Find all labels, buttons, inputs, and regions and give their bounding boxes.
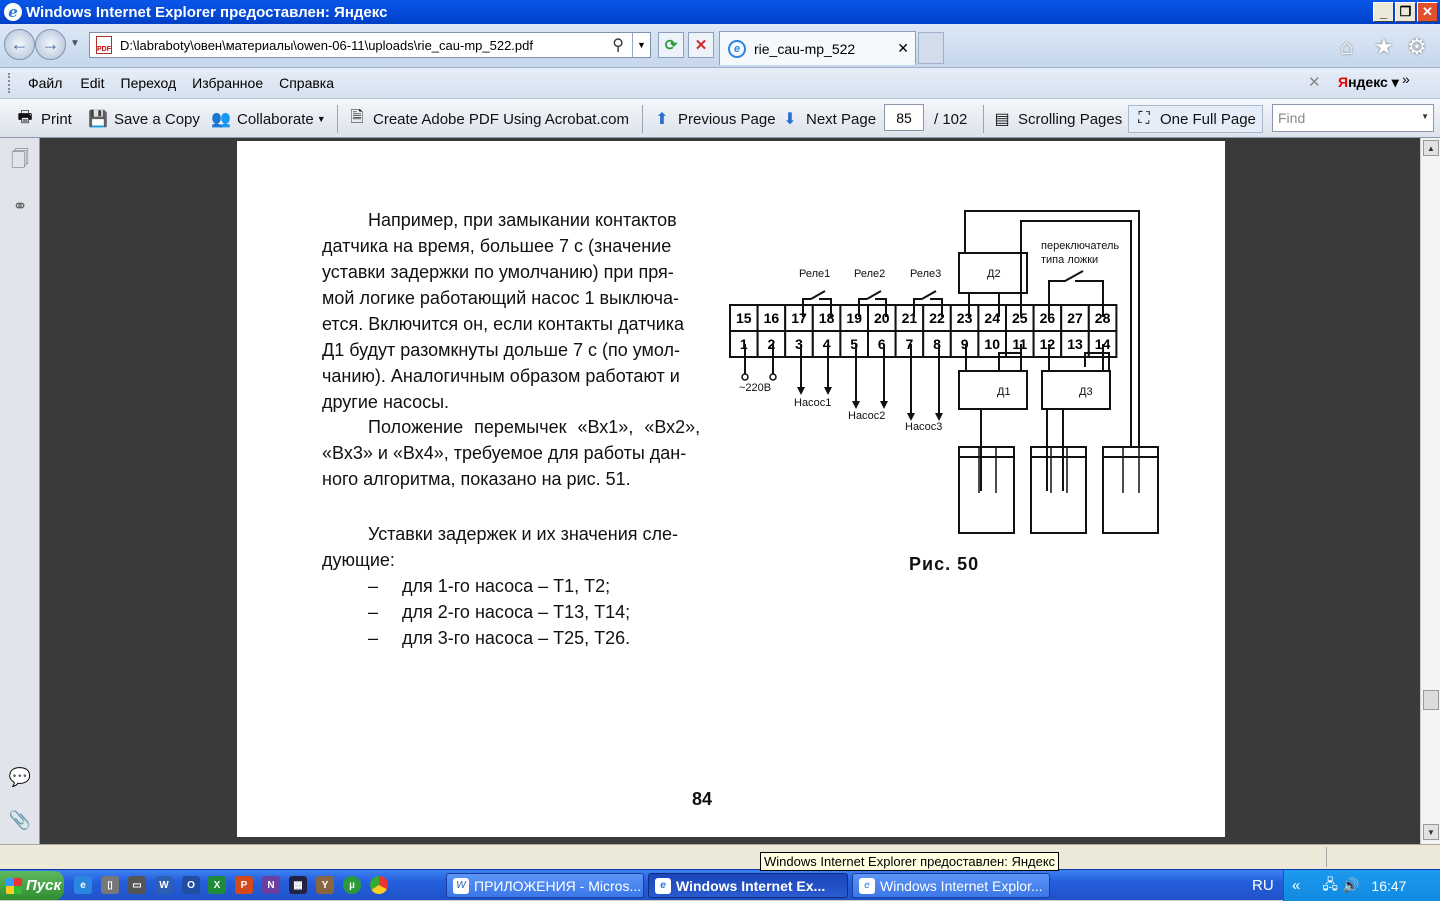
toolbar-separator bbox=[983, 105, 984, 133]
terminal-number: 24 bbox=[984, 310, 1000, 326]
back-button[interactable]: ← bbox=[4, 29, 35, 60]
menu-file[interactable]: Файл bbox=[28, 75, 63, 91]
tab-label: rie_cau-mp_522 bbox=[754, 40, 856, 57]
scrolling-label: Scrolling Pages bbox=[1018, 110, 1123, 128]
terminal-number: 7 bbox=[905, 336, 914, 352]
paragraph-line: Д1 будут разомкнуты дольше 7 с (по умол- bbox=[322, 340, 681, 360]
task-label: Windows Internet Ex... bbox=[676, 877, 826, 894]
paragraph-line: Уставки задержек и их значения сле- bbox=[368, 524, 679, 544]
terminal-number: 13 bbox=[1067, 336, 1083, 352]
tab-close-icon[interactable]: ✕ bbox=[897, 40, 909, 56]
pages-panel-icon[interactable]: 🗍 bbox=[11, 149, 29, 169]
tank-3 bbox=[1103, 447, 1158, 533]
one-full-page-button[interactable] bbox=[1128, 105, 1263, 133]
ie-logo-icon: e bbox=[4, 3, 22, 21]
paragraph-line: другие насосы. bbox=[322, 392, 450, 412]
pump2-label: Насос2 bbox=[848, 410, 886, 422]
paragraph-line: дующие: bbox=[322, 550, 395, 570]
full-page-icon: ⛶ bbox=[1138, 110, 1150, 127]
paragraph-line: уставки задержки по умолчанию) при пря- bbox=[322, 262, 674, 282]
paragraph-line: чанию). Аналогичным образом работают и bbox=[322, 366, 680, 386]
menu-go[interactable]: Переход bbox=[120, 75, 177, 91]
paragraph-line: Положение перемычек «Вх1», «Вх2», bbox=[368, 417, 701, 437]
status-bar bbox=[0, 844, 1440, 869]
terminal-number: 27 bbox=[1067, 310, 1083, 326]
pdf-toolbar bbox=[0, 98, 1440, 138]
bullet-item: для 2-го насоса – Т13, Т14; bbox=[402, 602, 631, 622]
comments-icon[interactable]: 💬 bbox=[8, 766, 32, 787]
ie-icon: e bbox=[859, 878, 875, 894]
bullet-dash: – bbox=[368, 628, 379, 648]
bullet-item: для 3-го насоса – Т25, Т26. bbox=[402, 628, 631, 648]
find-placeholder: Find bbox=[1278, 110, 1306, 126]
terminal-row-top bbox=[730, 305, 1116, 331]
task-ie[interactable] bbox=[852, 873, 1050, 898]
tools-gear-icon[interactable]: ⚙ bbox=[1407, 34, 1427, 59]
save-copy-button[interactable] bbox=[87, 105, 200, 133]
next-page-label: Next Page bbox=[806, 110, 877, 128]
scroll-thumb[interactable] bbox=[1423, 690, 1439, 710]
terminal-number: 16 bbox=[763, 310, 780, 326]
terminal-number: 26 bbox=[1039, 310, 1056, 326]
figure-caption: Рис. 50 bbox=[909, 554, 980, 574]
taskbar bbox=[0, 869, 1440, 900]
navigation-panel bbox=[0, 138, 40, 844]
search-icon[interactable]: ⚲ bbox=[612, 37, 624, 54]
terminal-number: 28 bbox=[1094, 310, 1111, 326]
page-total: / 102 bbox=[934, 110, 968, 128]
quicklaunch-onenote-icon[interactable]: N bbox=[262, 876, 280, 894]
terminal-number: 12 bbox=[1039, 336, 1056, 352]
page-number: 84 bbox=[692, 789, 713, 809]
start-label: Пуск bbox=[26, 877, 62, 894]
tray-expand[interactable]: « bbox=[1292, 877, 1301, 894]
find-dropdown-icon[interactable]: ▼ bbox=[1421, 112, 1429, 121]
quicklaunch-show-desktop-icon[interactable]: ▯ bbox=[101, 876, 119, 894]
vertical-scrollbar[interactable] bbox=[1420, 138, 1440, 844]
relay3-label: Реле3 bbox=[910, 268, 942, 280]
toolbar-separator bbox=[337, 105, 338, 133]
sensor-d3-box bbox=[1042, 371, 1110, 409]
sensor-d3-label: Д3 bbox=[1079, 386, 1093, 398]
collaborate-label: Collaborate bbox=[237, 110, 314, 128]
down-arrow-icon: ⬇ bbox=[783, 111, 797, 128]
power-label: ~220В bbox=[739, 382, 772, 394]
quicklaunch-tool-icon[interactable]: Y bbox=[316, 876, 334, 894]
paragraph-line: ного алгоритма, показано на рис. 51. bbox=[322, 469, 631, 489]
create-pdf-button[interactable] bbox=[346, 105, 629, 133]
forward-button[interactable]: → bbox=[35, 29, 66, 60]
window-title: Windows Internet Explorer предоставлен: Яндекс bbox=[26, 3, 388, 21]
find-input[interactable] bbox=[1272, 104, 1434, 132]
floppy-icon: 💾 bbox=[88, 111, 108, 128]
page-number-input[interactable]: 85 bbox=[884, 104, 924, 131]
bullet-item: для 1-го насоса – Т1, Т2; bbox=[402, 576, 611, 596]
terminal-number: 11 bbox=[1012, 336, 1028, 352]
pdf-page bbox=[237, 141, 1225, 837]
network-icon[interactable]: 🖧 bbox=[1322, 875, 1338, 892]
scrolling-pages-icon: ▤ bbox=[994, 111, 1010, 128]
clock: 16:47 bbox=[1371, 877, 1407, 894]
save-copy-label: Save a Copy bbox=[114, 110, 200, 128]
terminal-number: 20 bbox=[874, 310, 890, 326]
terminal-number: 23 bbox=[956, 310, 973, 326]
address-row bbox=[0, 24, 1440, 68]
ie-tab-icon: e bbox=[728, 40, 746, 58]
scrolling-pages-button[interactable] bbox=[991, 105, 1122, 133]
switch-label-1: переключатель bbox=[1041, 240, 1120, 252]
toolbar-separator bbox=[642, 105, 643, 133]
history-dropdown-icon[interactable]: ▼ bbox=[70, 38, 80, 49]
task-ie-active[interactable] bbox=[648, 873, 848, 898]
quicklaunch-explorer-icon[interactable]: ▭ bbox=[128, 876, 146, 894]
paragraph-line: Например, при замыкании контактов bbox=[368, 210, 677, 230]
stop-button[interactable]: ✕ bbox=[688, 32, 714, 58]
menu-bar bbox=[0, 68, 1440, 98]
quicklaunch-chrome-icon[interactable] bbox=[370, 876, 388, 894]
quicklaunch-excel-icon[interactable]: X bbox=[208, 876, 226, 894]
document-viewport bbox=[40, 138, 1420, 844]
sensor-d2-label: Д2 bbox=[987, 268, 1001, 280]
quicklaunch-app-icon[interactable]: ▦ bbox=[289, 876, 307, 894]
favorites-star-icon[interactable]: ★ bbox=[1374, 34, 1394, 59]
terminal-number: 4 bbox=[822, 336, 831, 352]
bullet-dash: – bbox=[368, 602, 379, 622]
quicklaunch-utorrent-icon[interactable]: µ bbox=[343, 876, 361, 894]
terminal-number: 9 bbox=[960, 336, 969, 352]
quicklaunch-ie-icon[interactable]: e bbox=[74, 876, 92, 894]
previous-page-button[interactable] bbox=[651, 105, 776, 133]
full-page-label: One Full Page bbox=[1160, 110, 1256, 128]
terminal-number: 6 bbox=[877, 336, 886, 352]
home-icon[interactable]: ⌂ bbox=[1340, 34, 1354, 59]
terminal-number: 3 bbox=[795, 336, 803, 352]
language-indicator[interactable]: RU bbox=[1252, 877, 1274, 894]
restore-button[interactable]: ❐ bbox=[1395, 2, 1416, 22]
pdf-file-icon: PDF bbox=[96, 36, 112, 54]
task-word[interactable] bbox=[446, 873, 644, 898]
close-button[interactable]: ✕ bbox=[1417, 2, 1438, 22]
bullet-dash: – bbox=[368, 576, 379, 596]
yandex-close-icon[interactable]: ✕ bbox=[1308, 74, 1321, 91]
acrobat-icon: 🗎 bbox=[350, 108, 364, 126]
sensor-d1-label: Д1 bbox=[997, 386, 1011, 398]
terminal-number: 2 bbox=[767, 336, 776, 352]
collaborate-dropdown-icon: ▼ bbox=[316, 114, 326, 124]
menu-help[interactable]: Справка bbox=[279, 75, 335, 91]
volume-icon[interactable]: 🔊 bbox=[1341, 877, 1360, 893]
quicklaunch-powerpoint-icon[interactable]: P bbox=[235, 876, 253, 894]
terminal-number: 21 bbox=[901, 310, 918, 326]
paragraph-line: ется. Включится он, если контакты датчика bbox=[322, 314, 685, 334]
windows-flag-icon bbox=[6, 878, 22, 894]
scroll-down-arrow-icon[interactable]: ▼ bbox=[1423, 824, 1439, 840]
task-label: ПРИЛОЖЕНИЯ - Micros... bbox=[474, 877, 642, 894]
yandex-label[interactable]: Яндекс ▾ bbox=[1338, 74, 1399, 90]
refresh-button[interactable]: ⟳ bbox=[658, 32, 684, 58]
quicklaunch-word-icon[interactable]: W bbox=[155, 876, 173, 894]
switch-label-2: типа ложки bbox=[1041, 254, 1099, 266]
status-zone bbox=[1326, 847, 1426, 867]
terminal-number: 10 bbox=[984, 336, 1000, 352]
task-label: Windows Internet Explor... bbox=[880, 877, 1043, 894]
print-label: Print bbox=[41, 110, 72, 128]
terminal-number: 17 bbox=[791, 310, 807, 326]
quicklaunch-outlook-icon[interactable]: O bbox=[182, 876, 200, 894]
prev-page-label: Previous Page bbox=[678, 110, 776, 128]
menu-grip bbox=[8, 73, 10, 93]
terminal-number: 22 bbox=[929, 310, 945, 326]
paperclip-icon[interactable]: 📎 bbox=[8, 809, 32, 830]
relay1-label: Реле1 bbox=[799, 268, 831, 280]
address-url: D:\labraboty\овен\материалы\owen-06-11\uploads\rie_cau-mp_522.pdf bbox=[120, 37, 533, 53]
tank-1 bbox=[959, 447, 1014, 533]
collaborate-button[interactable] bbox=[210, 105, 326, 133]
word-doc-icon: W bbox=[453, 878, 469, 894]
printer-icon: 🖶 bbox=[17, 108, 33, 126]
terminal-number: 19 bbox=[846, 310, 862, 326]
collaborate-icon: 👥 bbox=[211, 111, 231, 128]
pump1-label: Насос1 bbox=[794, 397, 832, 409]
terminal-number: 25 bbox=[1012, 310, 1028, 326]
wiring-diagram bbox=[717, 201, 1177, 546]
terminal-row-bottom bbox=[730, 331, 1116, 357]
menu-edit[interactable]: Edit bbox=[80, 75, 105, 91]
tooltip: Windows Internet Explorer предоставлен: Яндекс bbox=[760, 852, 1059, 871]
up-arrow-icon: ⬆ bbox=[655, 111, 669, 128]
title-bar bbox=[0, 0, 1440, 24]
terminal-number: 18 bbox=[818, 310, 835, 326]
paragraph-line: «Вх3» и «Вх4», требуемое для работы дан- bbox=[322, 443, 687, 463]
terminal-number: 1 bbox=[739, 336, 748, 352]
tank-2 bbox=[1031, 447, 1086, 533]
relay2-label: Реле2 bbox=[854, 268, 886, 280]
minimize-button[interactable]: _ bbox=[1373, 2, 1394, 22]
pump3-label: Насос3 bbox=[905, 421, 943, 433]
next-page-button[interactable] bbox=[779, 105, 876, 133]
system-tray bbox=[1283, 870, 1440, 901]
create-pdf-label: Create Adobe PDF Using Acrobat.com bbox=[373, 110, 629, 128]
terminal-number: 5 bbox=[850, 336, 859, 352]
print-button[interactable] bbox=[14, 105, 72, 133]
yandex-more[interactable]: » bbox=[1402, 71, 1410, 87]
tab-pdf[interactable] bbox=[719, 31, 916, 65]
tank2-wire bbox=[1047, 409, 1063, 491]
terminal-number: 15 bbox=[736, 310, 752, 326]
address-bar[interactable] bbox=[89, 32, 651, 58]
scroll-up-arrow-icon[interactable]: ▲ bbox=[1423, 140, 1439, 156]
ie-icon: e bbox=[655, 878, 671, 894]
address-dropdown-icon[interactable]: ▼ bbox=[632, 33, 650, 57]
new-tab-button[interactable] bbox=[918, 32, 944, 64]
paragraph-line: мой логике работающий насос 1 выключа- bbox=[322, 288, 680, 308]
terminal-number: 14 bbox=[1094, 336, 1111, 352]
sensor-d1-box bbox=[959, 371, 1027, 409]
menu-favorites[interactable]: Избранное bbox=[192, 75, 264, 91]
start-button[interactable] bbox=[0, 871, 64, 900]
terminal-number: 8 bbox=[933, 336, 941, 352]
paragraph-line: датчика на время, большее 7 с (значение bbox=[322, 236, 672, 256]
attachments-binoculars-icon[interactable]: ⚭ bbox=[12, 195, 28, 216]
